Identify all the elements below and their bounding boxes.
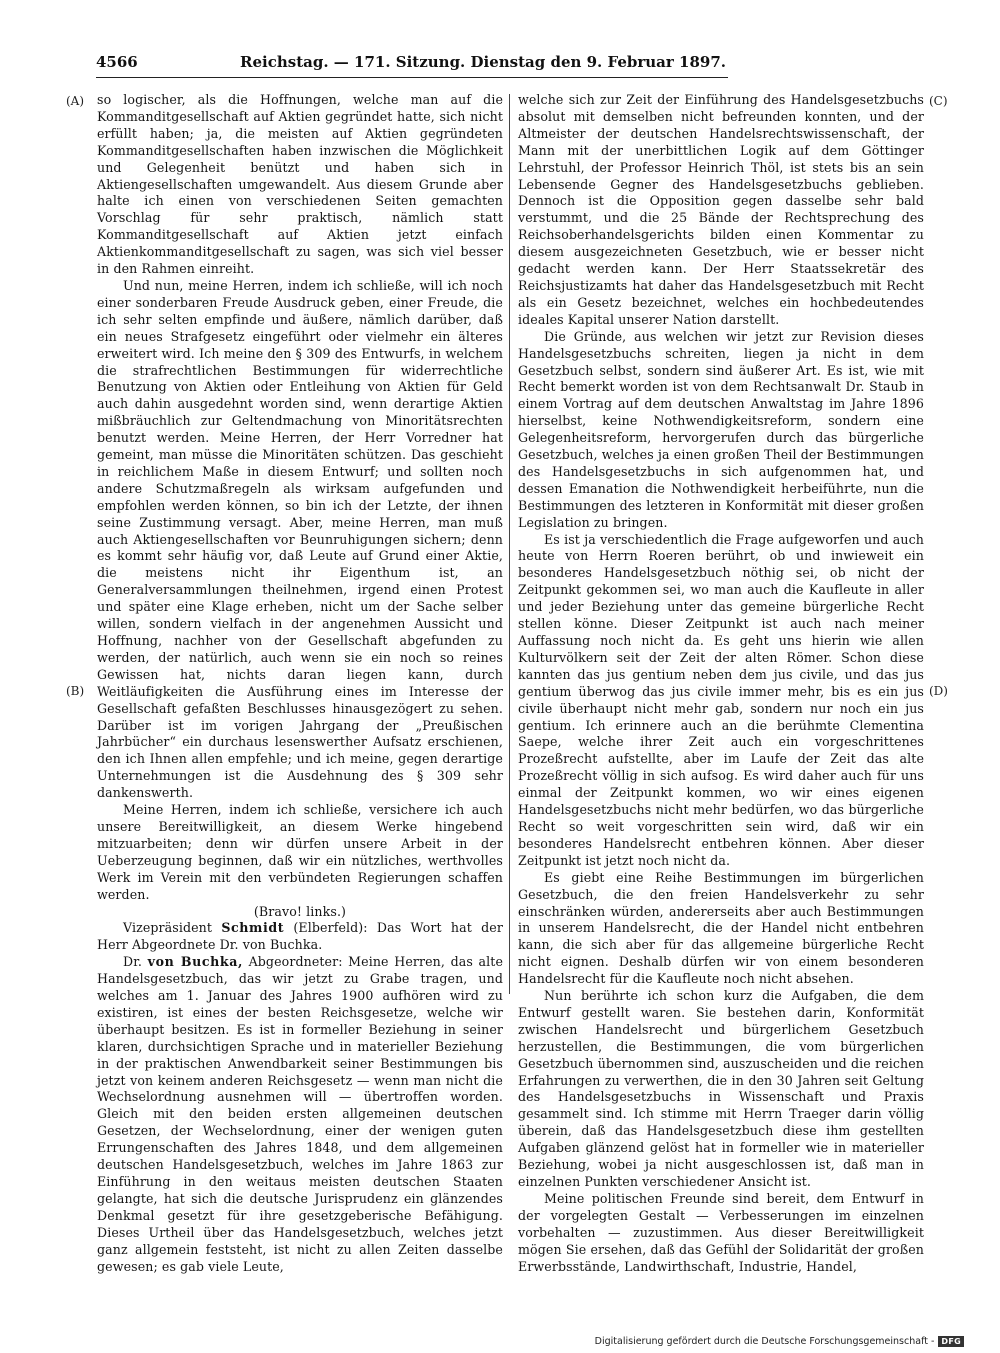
speaker-prefix: Dr. [123,954,143,970]
paragraph: Nun berührte ich schon kurz die Aufgaben, die dem Entwurf gestellt waren. Sie bestehen darin, Konformität zwischen Handelsrecht und bürgerlichem Gesetzbuch herzustellen, die Bestimmungen, die vom bürgerlichen Gesetzbuch übernommen sind, auszuscheiden und die reichen Erfahrungen zu verwerthen, die in den 30 Jahren seit Geltung des Handelsgesetzbuchs in Wissenschaft und Praxis gesammelt sind. Ich stimme mit Herrn Traeger darin völlig überein, daß das Handelsgesetzbuch diese ihm gestellten Aufgaben glänzend gelöst hat in formeller wie in materieller Beziehung, wobei ja nicht ausgeschlossen ist, daß man in einzelnen Punkten verschiedener Ansicht ist. [518,988,924,1189]
page-header [96,52,726,72]
header-divider [96,77,728,78]
paragraph: Die Gründe, aus welchen wir jetzt zur Revision dieses Handelsgesetzbuchs schreiten, liegen ja nicht in dem Gesetzbuch selbst, sondern sind äußerer Art. Es ist, wie mit Recht bemerkt worden ist von dem Rechtsanwalt Dr. Staub in einem Vortrag auf dem deutschen Anwaltstag im Jahre 1896 hierselbst, keine Nothwendigkeitsreform, sondern eine Gelegenheitsreform, hervorgerufen durch das bürgerliche Gesetzbuch, welches ja einen großen Theil der Bestimmungen des Handelsgesetzbuchs in sich aufgenommen hat, und dessen Emanation die Nothwendigkeit herbeiführte, nun die Bestimmungen des letzteren in Konformität mit dieser großen Legislation zu bringen. [518,328,924,530]
margin-marker-d: (D) [929,684,948,698]
right-column [518,92,924,1275]
paragraph: Es ist ja verschiedentlich die Frage aufgeworfen und auch heute von Herrn Roeren berührt, ob und inwieweit ein besonderes Handelsgesetzbuch nöthig sei, ob nicht der Zeitpunkt gekommen sei, wo man auch die Kaufleute in aller und jeder Beziehung unter das gemeine bürgerliche Recht stellen könne. Dieser Zeitpunkt ist auch nach meiner Auffassung noch nicht da. Es geht uns hierin wie allen Kulturvölkern seit der Zeit der alten Römer. Schon diese kannten das jus gentium neben dem jus civile, und das jus gentium überwog das jus civile immer mehr, bis es ein jus civile überhaupt nicht mehr gab, sondern nur noch ein jus gentium. Ich erinnere auch an die berühmte Clementina Saepe, welche ihrer Zeit auch ein vorgeschrittenes Prozeßrecht aufstellte, aber im Laufe der Zeit das alte Prozeßrecht völlig in sich aufsog. Es wird daher auch für uns einmal der Zeitpunkt kommen, wo wir eines eigenen Handelsgesetzbuchs nicht mehr bedürfen, wo das bürgerliche Recht so weit vorgeschritten sein wird, daß wir ein besonderes Handelsrecht entbehren können. Aber dieser Zeitpunkt ist jetzt noch nicht da. [518,531,924,868]
paragraph: Es giebt eine Reihe Bestimmungen im bürgerlichen Gesetzbuch, die den freien Handelsverkehr zu sehr einschränken würden, andererseits aber auch Bestimmungen in unserem Handelsrecht, die der Handel nicht entbehren kann, die sich aber für das allgemeine bürgerliche Recht nicht eignen. Deshalb dürfen wir von einem besonderen Handelsrecht für die Kaufleute noch nicht absehen. [518,869,924,987]
paragraph: Meine Herren, indem ich schließe, versichere ich auch unsere Bereitwilligkeit, an diesem Werke hingebend mitzuarbeiten; denn wir dürfen unsere Arbeit in der Ueberzeugung beginnen, daß wir ein nützliches, werthvolles Werk im Verein mit den verbündeten Regierungen schaffen werden. [97,802,503,902]
speaker-paragraph [97,920,503,954]
column-divider [509,94,510,994]
speaker-paragraph [97,954,503,1275]
applause-note: (Bravo! links.) [253,903,347,919]
footer-credit [595,1336,964,1347]
paragraph: welche sich zur Zeit der Einführung des Handelsgesetzbuchs absolut mit demselben nicht befreunden konnten, und der Altmeister der deutschen Handelsrechtswissenschaft, der Mann mit der unerbittlichen Logik auf dem Göttinger Lehrstuhl, der Professor Heinrich Thöl, ist stets bis an sein Lebensende Gegner des Handelsgesetzbuchs geblieben. Dennoch ist die Opposition gegen dasselbe sehr bald verstummt, und die 25 Bände der Rechtsprechung des Reichsoberhandelsgerichts bilden einen Kommentar zu diesem ausgezeichneten Gesetzbuch, wie er besser nicht gedacht werden kann. Der Herr Staatssekretär des Reichsjustizamts hat daher das Handelsgesetzbuch mit Recht als ein Gesetz bezeichnet, welches ein hochbedeutendes ideales Kapital unserer Nation darstellt. [518,92,924,327]
speaker-name: von Buchka, [147,954,243,970]
margin-marker-b: (B) [66,684,85,698]
margin-marker-a: (A) [66,94,85,108]
header-title: Reichstag. — 171. Sitzung. Dienstag den 9. Februar 1897. [240,53,726,71]
speaker-role: Vizepräsident [123,920,213,936]
speaker-text: Abgeordneter: Meine Herren, das alte Handelsgesetzbuch, das wir jetzt zu Grabe tragen, und welches am 1. Januar des Jahres 1900 aufhören wird zu existiren, ist eines der besten Reichsgesetze, welche wir überhaupt besitzen. Es ist in formeller Beziehung in seiner klaren, durchsichtigen Sprache und in materieller Beziehung in der praktischen Anwendbarkeit seiner Bestimmungen bis jetzt von keinem anderen Reichsgesetz — wenn man nicht die Wechselordnung ausnehmen will — übertroffen worden. Gleich mit den beiden ersten allgemeinen deutschen Gesetzen, der Wechselordnung, einer der wenigen guten Errungenschaften des Jahres 1848, und dem allgemeinen deutschen Handelsgesetzbuch, welches im Jahre 1863 zur Einführung in den weitaus meisten deutschen Staaten gelangte, hat sich die deutsche Jurisprudenz ein glänzendes Denkmal gesetzt für ihre gesetzgeberische Befähigung. Dieses Urtheil über das Handelsgesetzbuch, welches jetzt ganz allgemein feststeht, ist nicht zu allen Zeiten dasselbe gewesen; es gab viele Leute, [97,954,503,1274]
speaker-text: (Elberfeld): Das Wort hat der Herr Abgeordnete Dr. von Buchka. [97,920,503,953]
speaker-name: Schmidt [221,920,285,936]
margin-marker-c: (C) [929,94,948,108]
page-number: 4566 [96,53,138,71]
paragraph: Und nun, meine Herren, indem ich schließe, will ich noch einer sonderbaren Freude Ausdruck geben, einer Freude, die ich sehr selten empfinde und äußere, nämlich darüber, daß ein neues Strafgesetz eingeführt oder vielmehr ein älteres erweitert wird. Ich meine den § 309 des Entwurfs, in welchem die strafrechtlichen Bestimmungen für widerrechtliche Benutzung von Aktien oder Entleihung von Aktien für Geld auch dahin ausgedehnt worden sind, wenn derartige Aktien mißbräuchlich zur Geltendmachung von Minoritätsrechten benutzt werden. Meine Herren, der Herr Vorredner hat gemeint, man müsse die Minoritäten schützen. Das geschieht in reichlichem Maße in diesem Entwurf; und sollten noch andere Schutzmaßregeln als wirksam aufgefunden und empfohlen werden können, so bin ich der Letzte, der ihnen seine Zustimmung versagt. Aber, meine Herren, man muß auch Aktiengesellschaften vor Beunruhigungen sichern; denn es kommt sehr häufig vor, daß Leute auf Grund einer Aktie, die meistens nicht ihr Eigenthum ist, an Generalversammlungen theilnehmen, irgend einen Protest und später eine Klage erheben, nicht um der Sache selber willen, sondern vielfach in der angenehmen Aussicht und Hoffnung, nachher von der Gesellschaft abgefunden zu werden, der natürlich, auch wenn sie ein noch so reines Gewissen hat, nichts daran liegen kann, durch Weitläufigkeiten die Ausführung eines im Interesse der Gesellschaft gefaßten Beschlusses hinausgezögert zu sehen. Darüber ist im vorigen Jahrgang der „Preußischen Jahrbücher“ ein durchaus lesenswerther Aufsatz erschienen, den ich Ihnen allen empfehle; und ich meine, gegen derartige Unternehmungen ist die Ausdehnung des § 309 sehr dankenswerth. [97,277,503,801]
paragraph: so logischer, als die Hoffnungen, welche man auf die Kommanditgesellschaft auf Aktien gegründet hatte, sich nicht erfüllt haben; ja, die meisten auf Aktien gegründeten Kommanditgesellschaften haben inzwischen die Möglichkeit und Gelegenheit benützt und haben sich in Aktiengesellschaften umgewandelt. Aus diesem Grunde aber halte ich einen von verschiedenen Seiten gemachten Vorschlag für sehr praktisch, nämlich statt Kommanditgesellschaft auf Aktien jetzt einfach Aktienkommanditgesellschaft zu sagen, was sich viel besser in den Rahmen einreiht. [97,92,503,277]
footer-credit-text: Digitalisierung gefördert durch die Deutsche Forschungsgemeinschaft - [594,1336,935,1347]
paragraph: Meine politischen Freunde sind bereit, dem Entwurf in der vorgelegten Gestalt — Verbesserungen im einzelnen vorbehalten — zuzustimmen. Aus dieser Bereitwilligkeit mögen Sie ersehen, daß das Gefühl der Solidarität der großen Erwerbsstände, Landwirthschaft, Industrie, Handel, [518,1190,924,1274]
left-column [97,92,503,1275]
dfg-logo-icon: DFG [938,1336,964,1347]
